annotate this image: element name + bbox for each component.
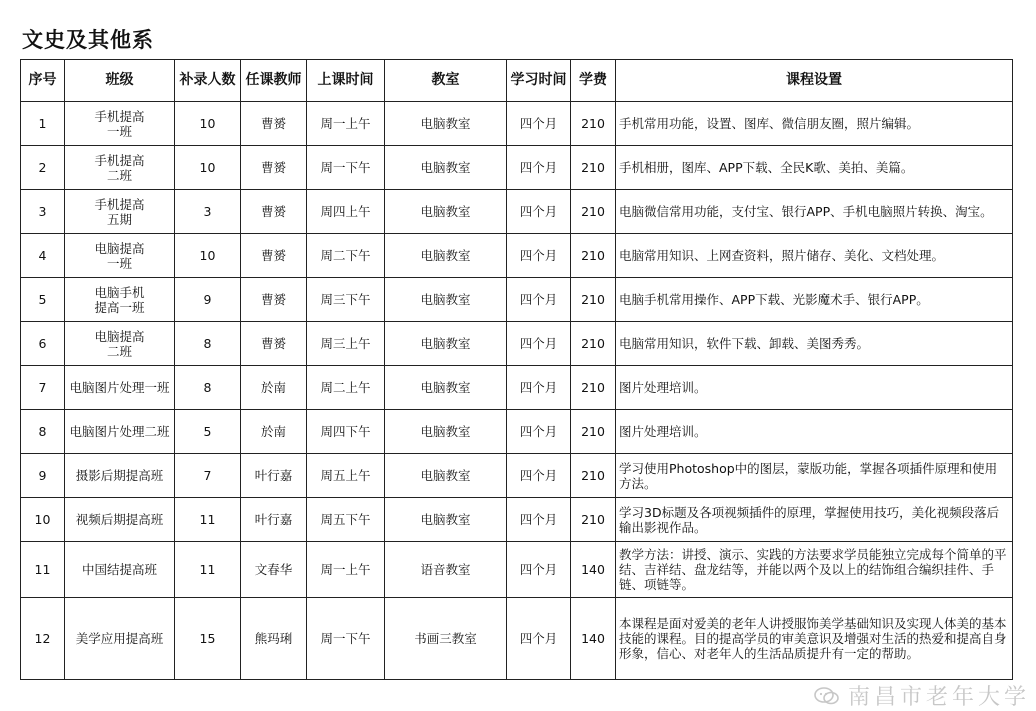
cell-enroll: 11 xyxy=(175,498,241,542)
cell-class xyxy=(65,278,175,322)
cell-duration: 四个月 xyxy=(507,454,571,498)
cell-room: 电脑教室 xyxy=(385,454,507,498)
header-index: 序号 xyxy=(21,60,65,102)
cell-time: 周二上午 xyxy=(307,366,385,410)
cell-curriculum: 电脑常用知识，软件下载、卸载、美图秀秀。 xyxy=(616,322,1013,366)
cell-index: 5 xyxy=(21,278,65,322)
section-title: 文史及其他系 xyxy=(22,27,154,52)
cell-duration: 四个月 xyxy=(507,542,571,598)
cell-teacher: 熊玛琍 xyxy=(241,598,307,680)
cell-teacher: 曹赟 xyxy=(241,234,307,278)
cell-index: 8 xyxy=(21,410,65,454)
cell-time: 周一上午 xyxy=(307,542,385,598)
cell-index: 11 xyxy=(21,542,65,598)
wechat-icon xyxy=(814,687,840,705)
cell-time: 周四下午 xyxy=(307,410,385,454)
cell-time: 周二下午 xyxy=(307,234,385,278)
table-row xyxy=(21,278,1013,322)
table-header-row xyxy=(21,60,1013,102)
cell-time: 周一下午 xyxy=(307,146,385,190)
cell-enroll: 9 xyxy=(175,278,241,322)
cell-duration: 四个月 xyxy=(507,410,571,454)
cell-class: 中国结提高班 xyxy=(65,542,175,598)
cell-class: 视频后期提高班 xyxy=(65,498,175,542)
cell-curriculum: 学习3D标题及各项视频插件的原理，掌握使用技巧，美化视频段落后输出影视作品。 xyxy=(616,498,1013,542)
cell-teacher: 曹赟 xyxy=(241,190,307,234)
cell-enroll: 5 xyxy=(175,410,241,454)
cell-fee: 210 xyxy=(571,102,616,146)
cell-curriculum: 图片处理培训。 xyxy=(616,410,1013,454)
table-row xyxy=(21,146,1013,190)
cell-room: 电脑教室 xyxy=(385,322,507,366)
cell-teacher: 文春华 xyxy=(241,542,307,598)
cell-class xyxy=(65,190,175,234)
cell-teacher: 曹赟 xyxy=(241,278,307,322)
cell-teacher: 曹赟 xyxy=(241,322,307,366)
cell-enroll: 10 xyxy=(175,234,241,278)
table-row xyxy=(21,542,1013,598)
table-row xyxy=(21,598,1013,680)
cell-index: 1 xyxy=(21,102,65,146)
class-name: 电脑图片处理一班 xyxy=(69,380,170,395)
cell-room: 电脑教室 xyxy=(385,410,507,454)
cell-duration: 四个月 xyxy=(507,366,571,410)
cell-duration: 四个月 xyxy=(507,146,571,190)
cell-room: 电脑教室 xyxy=(385,102,507,146)
cell-curriculum: 电脑手机常用操作、APP下载、光影魔术手、银行APP。 xyxy=(616,278,1013,322)
header-enroll: 补录人数 xyxy=(175,60,241,102)
cell-fee: 210 xyxy=(571,190,616,234)
cell-duration: 四个月 xyxy=(507,234,571,278)
cell-fee: 210 xyxy=(571,322,616,366)
header-room: 教室 xyxy=(385,60,507,102)
cell-duration: 四个月 xyxy=(507,598,571,680)
cell-fee: 210 xyxy=(571,278,616,322)
cell-time: 周四上午 xyxy=(307,190,385,234)
class-name: 电脑提高二班 xyxy=(94,328,145,359)
cell-teacher: 於南 xyxy=(241,366,307,410)
table-row xyxy=(21,234,1013,278)
cell-fee: 210 xyxy=(571,498,616,542)
cell-enroll: 15 xyxy=(175,598,241,680)
table-row xyxy=(21,190,1013,234)
cell-room: 电脑教室 xyxy=(385,146,507,190)
cell-curriculum: 手机常用功能，设置、图库、微信朋友圈，照片编辑。 xyxy=(616,102,1013,146)
cell-room: 电脑教室 xyxy=(385,190,507,234)
cell-fee: 210 xyxy=(571,234,616,278)
cell-duration: 四个月 xyxy=(507,498,571,542)
cell-index: 6 xyxy=(21,322,65,366)
cell-enroll: 8 xyxy=(175,366,241,410)
cell-fee: 210 xyxy=(571,146,616,190)
cell-curriculum: 教学方法：讲授、演示、实践的方法要求学员能独立完成每个简单的平结、吉祥结、盘龙结等，并能以两个及以上的结饰组合编织挂件、手链、项链等。 xyxy=(616,542,1013,598)
class-name: 手机提高二班 xyxy=(94,152,145,183)
cell-time: 周五上午 xyxy=(307,454,385,498)
cell-fee: 210 xyxy=(571,366,616,410)
cell-time: 周一上午 xyxy=(307,102,385,146)
cell-room: 电脑教室 xyxy=(385,234,507,278)
cell-enroll: 8 xyxy=(175,322,241,366)
cell-class xyxy=(65,146,175,190)
cell-teacher: 叶行嘉 xyxy=(241,454,307,498)
class-name: 手机提高五期 xyxy=(94,196,145,227)
cell-enroll: 11 xyxy=(175,542,241,598)
header-class: 班级 xyxy=(65,60,175,102)
watermark xyxy=(814,680,1030,711)
table-row xyxy=(21,410,1013,454)
cell-fee: 140 xyxy=(571,598,616,680)
cell-class xyxy=(65,102,175,146)
cell-teacher: 於南 xyxy=(241,410,307,454)
cell-teacher: 叶行嘉 xyxy=(241,498,307,542)
cell-fee: 210 xyxy=(571,410,616,454)
cell-duration: 四个月 xyxy=(507,278,571,322)
cell-duration: 四个月 xyxy=(507,322,571,366)
cell-class: 美学应用提高班 xyxy=(65,598,175,680)
class-name: 电脑图片处理二班 xyxy=(69,424,170,439)
cell-enroll: 7 xyxy=(175,454,241,498)
cell-room: 语音教室 xyxy=(385,542,507,598)
cell-teacher: 曹赟 xyxy=(241,146,307,190)
cell-fee: 210 xyxy=(571,454,616,498)
class-name: 电脑提高一班 xyxy=(94,240,145,271)
cell-index: 4 xyxy=(21,234,65,278)
header-curriculum: 课程设置 xyxy=(616,60,1013,102)
table-row xyxy=(21,102,1013,146)
cell-curriculum: 手机相册，图库、APP下载、全民K歌、美拍、美篇。 xyxy=(616,146,1013,190)
cell-curriculum: 本课程是面对爱美的老年人讲授服饰美学基础知识及实现人体美的基本技能的课程。目的提高学员的审美意识及增强对生活的热爱和提高自身形象，信心、对老年人的生活品质提升有一定的帮助。 xyxy=(616,598,1013,680)
header-fee: 学费 xyxy=(571,60,616,102)
cell-index: 3 xyxy=(21,190,65,234)
cell-time: 周三下午 xyxy=(307,278,385,322)
cell-enroll: 3 xyxy=(175,190,241,234)
cell-curriculum: 电脑微信常用功能，支付宝、银行APP、手机电脑照片转换、淘宝。 xyxy=(616,190,1013,234)
cell-enroll: 10 xyxy=(175,146,241,190)
table-row xyxy=(21,454,1013,498)
table-row xyxy=(21,366,1013,410)
cell-time: 周三上午 xyxy=(307,322,385,366)
cell-duration: 四个月 xyxy=(507,102,571,146)
header-duration: 学习时间 xyxy=(507,60,571,102)
header-time: 上课时间 xyxy=(307,60,385,102)
cell-index: 7 xyxy=(21,366,65,410)
cell-room: 电脑教室 xyxy=(385,366,507,410)
cell-index: 12 xyxy=(21,598,65,680)
cell-curriculum: 图片处理培训。 xyxy=(616,366,1013,410)
cell-class: 摄影后期提高班 xyxy=(65,454,175,498)
cell-class xyxy=(65,410,175,454)
cell-index: 2 xyxy=(21,146,65,190)
cell-time: 周五下午 xyxy=(307,498,385,542)
table-row xyxy=(21,322,1013,366)
course-table xyxy=(20,59,1013,680)
cell-index: 10 xyxy=(21,498,65,542)
cell-room: 书画三教室 xyxy=(385,598,507,680)
cell-enroll: 10 xyxy=(175,102,241,146)
cell-curriculum: 学习使用Photoshop中的图层，蒙版功能，掌握各项插件原理和使用方法。 xyxy=(616,454,1013,498)
cell-teacher: 曹赟 xyxy=(241,102,307,146)
cell-duration: 四个月 xyxy=(507,190,571,234)
cell-fee: 140 xyxy=(571,542,616,598)
table-row xyxy=(21,498,1013,542)
cell-index: 9 xyxy=(21,454,65,498)
class-name: 电脑手机提高一班 xyxy=(94,284,145,315)
cell-room: 电脑教室 xyxy=(385,278,507,322)
cell-room: 电脑教室 xyxy=(385,498,507,542)
cell-class xyxy=(65,322,175,366)
cell-time: 周一下午 xyxy=(307,598,385,680)
watermark-text: 南昌市老年大学 xyxy=(847,685,1030,710)
cell-class xyxy=(65,234,175,278)
header-teacher: 任课教师 xyxy=(241,60,307,102)
cell-curriculum: 电脑常用知识、上网查资料，照片储存、美化、文档处理。 xyxy=(616,234,1013,278)
class-name: 手机提高一班 xyxy=(94,108,145,139)
cell-class xyxy=(65,366,175,410)
